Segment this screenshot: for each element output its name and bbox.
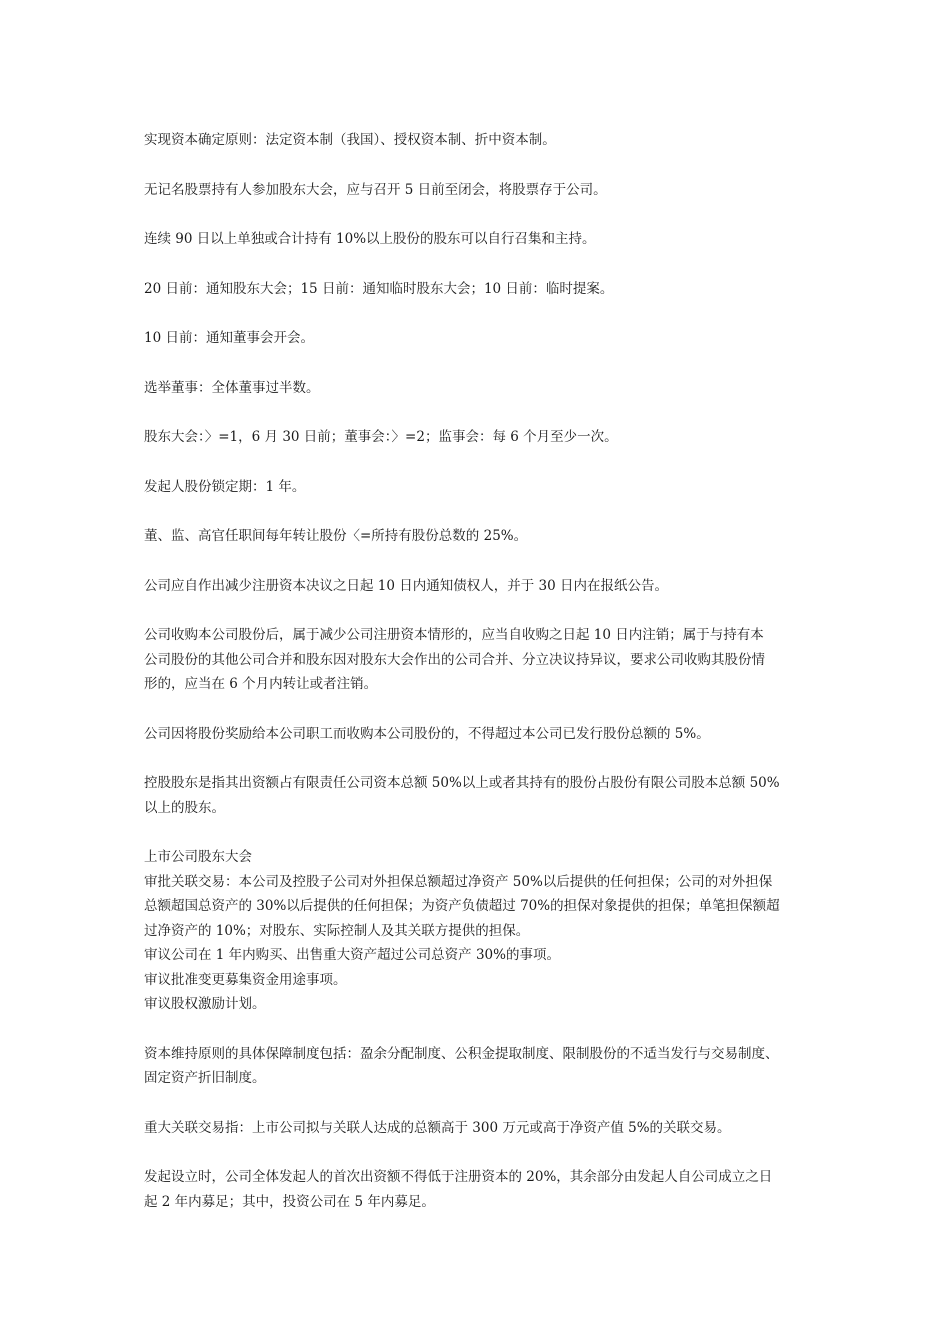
paragraph [144,771,820,820]
text-line: 董、监、高官任职间每年转让股份〈=所持有股份总数的 25%。 [144,528,528,544]
paragraph [144,128,820,153]
text-line: 总额超国总资产的 30%以后提供的任何担保；为资产负债超过 70%的担保对象提供的担保；单笔担保额超 [144,898,780,914]
text-line: 公司收购本公司股份后，属于减少公司注册资本情形的，应当自收购之日起 10 日内注销；属于与持有本 [144,627,764,643]
text-line: 形的，应当在 6 个月内转让或者注销。 [144,676,378,692]
text-line: 连续 90 日以上单独或合计持有 10%以上股份的股东可以自行召集和主持。 [144,231,596,247]
paragraph [144,1116,820,1141]
paragraph [144,326,820,351]
document-body [144,128,820,1214]
text-line: 审批关联交易：本公司及控股子公司对外担保总额超过净资产 50%以后提供的任何担保；公司的对外担保 [144,873,773,890]
text-line: 10 日前：通知董事会开会。 [144,330,314,346]
paragraph [144,425,820,450]
paragraph [144,277,820,302]
text-line: 控股股东是指其出资额占有限责任公司资本总额 50%以上或者其持有的股份占股份有限公司股本总额 50% [144,775,780,791]
text-line: 实现资本确定原则：法定资本制（我国）、授权资本制、折中资本制。 [144,132,556,148]
paragraph [144,1042,820,1091]
text-line: 股东大会：〉=1，6 月 30 日前；董事会：〉=2；监事会：每 6 个月至少一次。 [144,429,618,445]
paragraph [144,524,820,549]
paragraph [144,1165,820,1214]
paragraph [144,227,820,252]
text-line: 无记名股票持有人参加股东大会，应与召开 5 日前至闭会，将股票存于公司。 [144,181,607,198]
text-line: 发起设立时，公司全体发起人的首次出资额不得低于注册资本的 20%，其余部分由发起人自公司成立之日 [144,1169,773,1185]
text-line: 审议公司在 1 年内购买、出售重大资产超过公司总资产 30%的事项。 [144,947,560,963]
paragraph [144,845,820,1017]
text-line: 过净资产的 10%；对股东、实际控制人及其关联方提供的担保。 [144,922,530,939]
paragraph [144,722,820,747]
text-line: 起 2 年内募足；其中，投资公司在 5 年内募足。 [144,1193,435,1210]
text-line: 选举董事：全体董事过半数。 [144,379,320,396]
text-line: 重大关联交易指：上市公司拟与关联人达成的总额高于 300 万元或高于净资产值 5%的关联交易。 [144,1119,731,1136]
text-line: 公司因将股份奖励给本公司职工而收购本公司股份的，不得超过本公司已发行股份总额的 5%。 [144,725,710,742]
text-line: 固定资产折旧制度。 [144,1070,266,1086]
text-line: 审议批准变更募集资金用途事项。 [144,971,347,988]
paragraph [144,178,820,203]
text-line: 以上的股东。 [144,799,225,816]
text-line: 上市公司股东大会 [144,849,252,865]
text-line: 审议股权激励计划。 [144,996,266,1012]
paragraph [144,376,820,401]
text-line: 公司应自作出减少注册资本决议之日起 10 日内通知债权人，并于 30 日内在报纸公告。 [144,577,669,594]
text-line: 资本维持原则的具体保障制度包括：盈余分配制度、公积金提取制度、限制股份的不适当发行与交易制度、 [144,1045,779,1062]
paragraph [144,475,820,500]
paragraph [144,623,820,697]
text-line: 发起人股份锁定期：1 年。 [144,478,306,495]
paragraph [144,574,820,599]
text-line: 20 日前：通知股东大会；15 日前：通知临时股东大会；10 日前：临时提案。 [144,280,614,297]
text-line: 公司股份的其他公司合并和股东因对股东大会作出的公司合并、分立决议持异议，要求公司收购其股份情 [144,651,765,668]
